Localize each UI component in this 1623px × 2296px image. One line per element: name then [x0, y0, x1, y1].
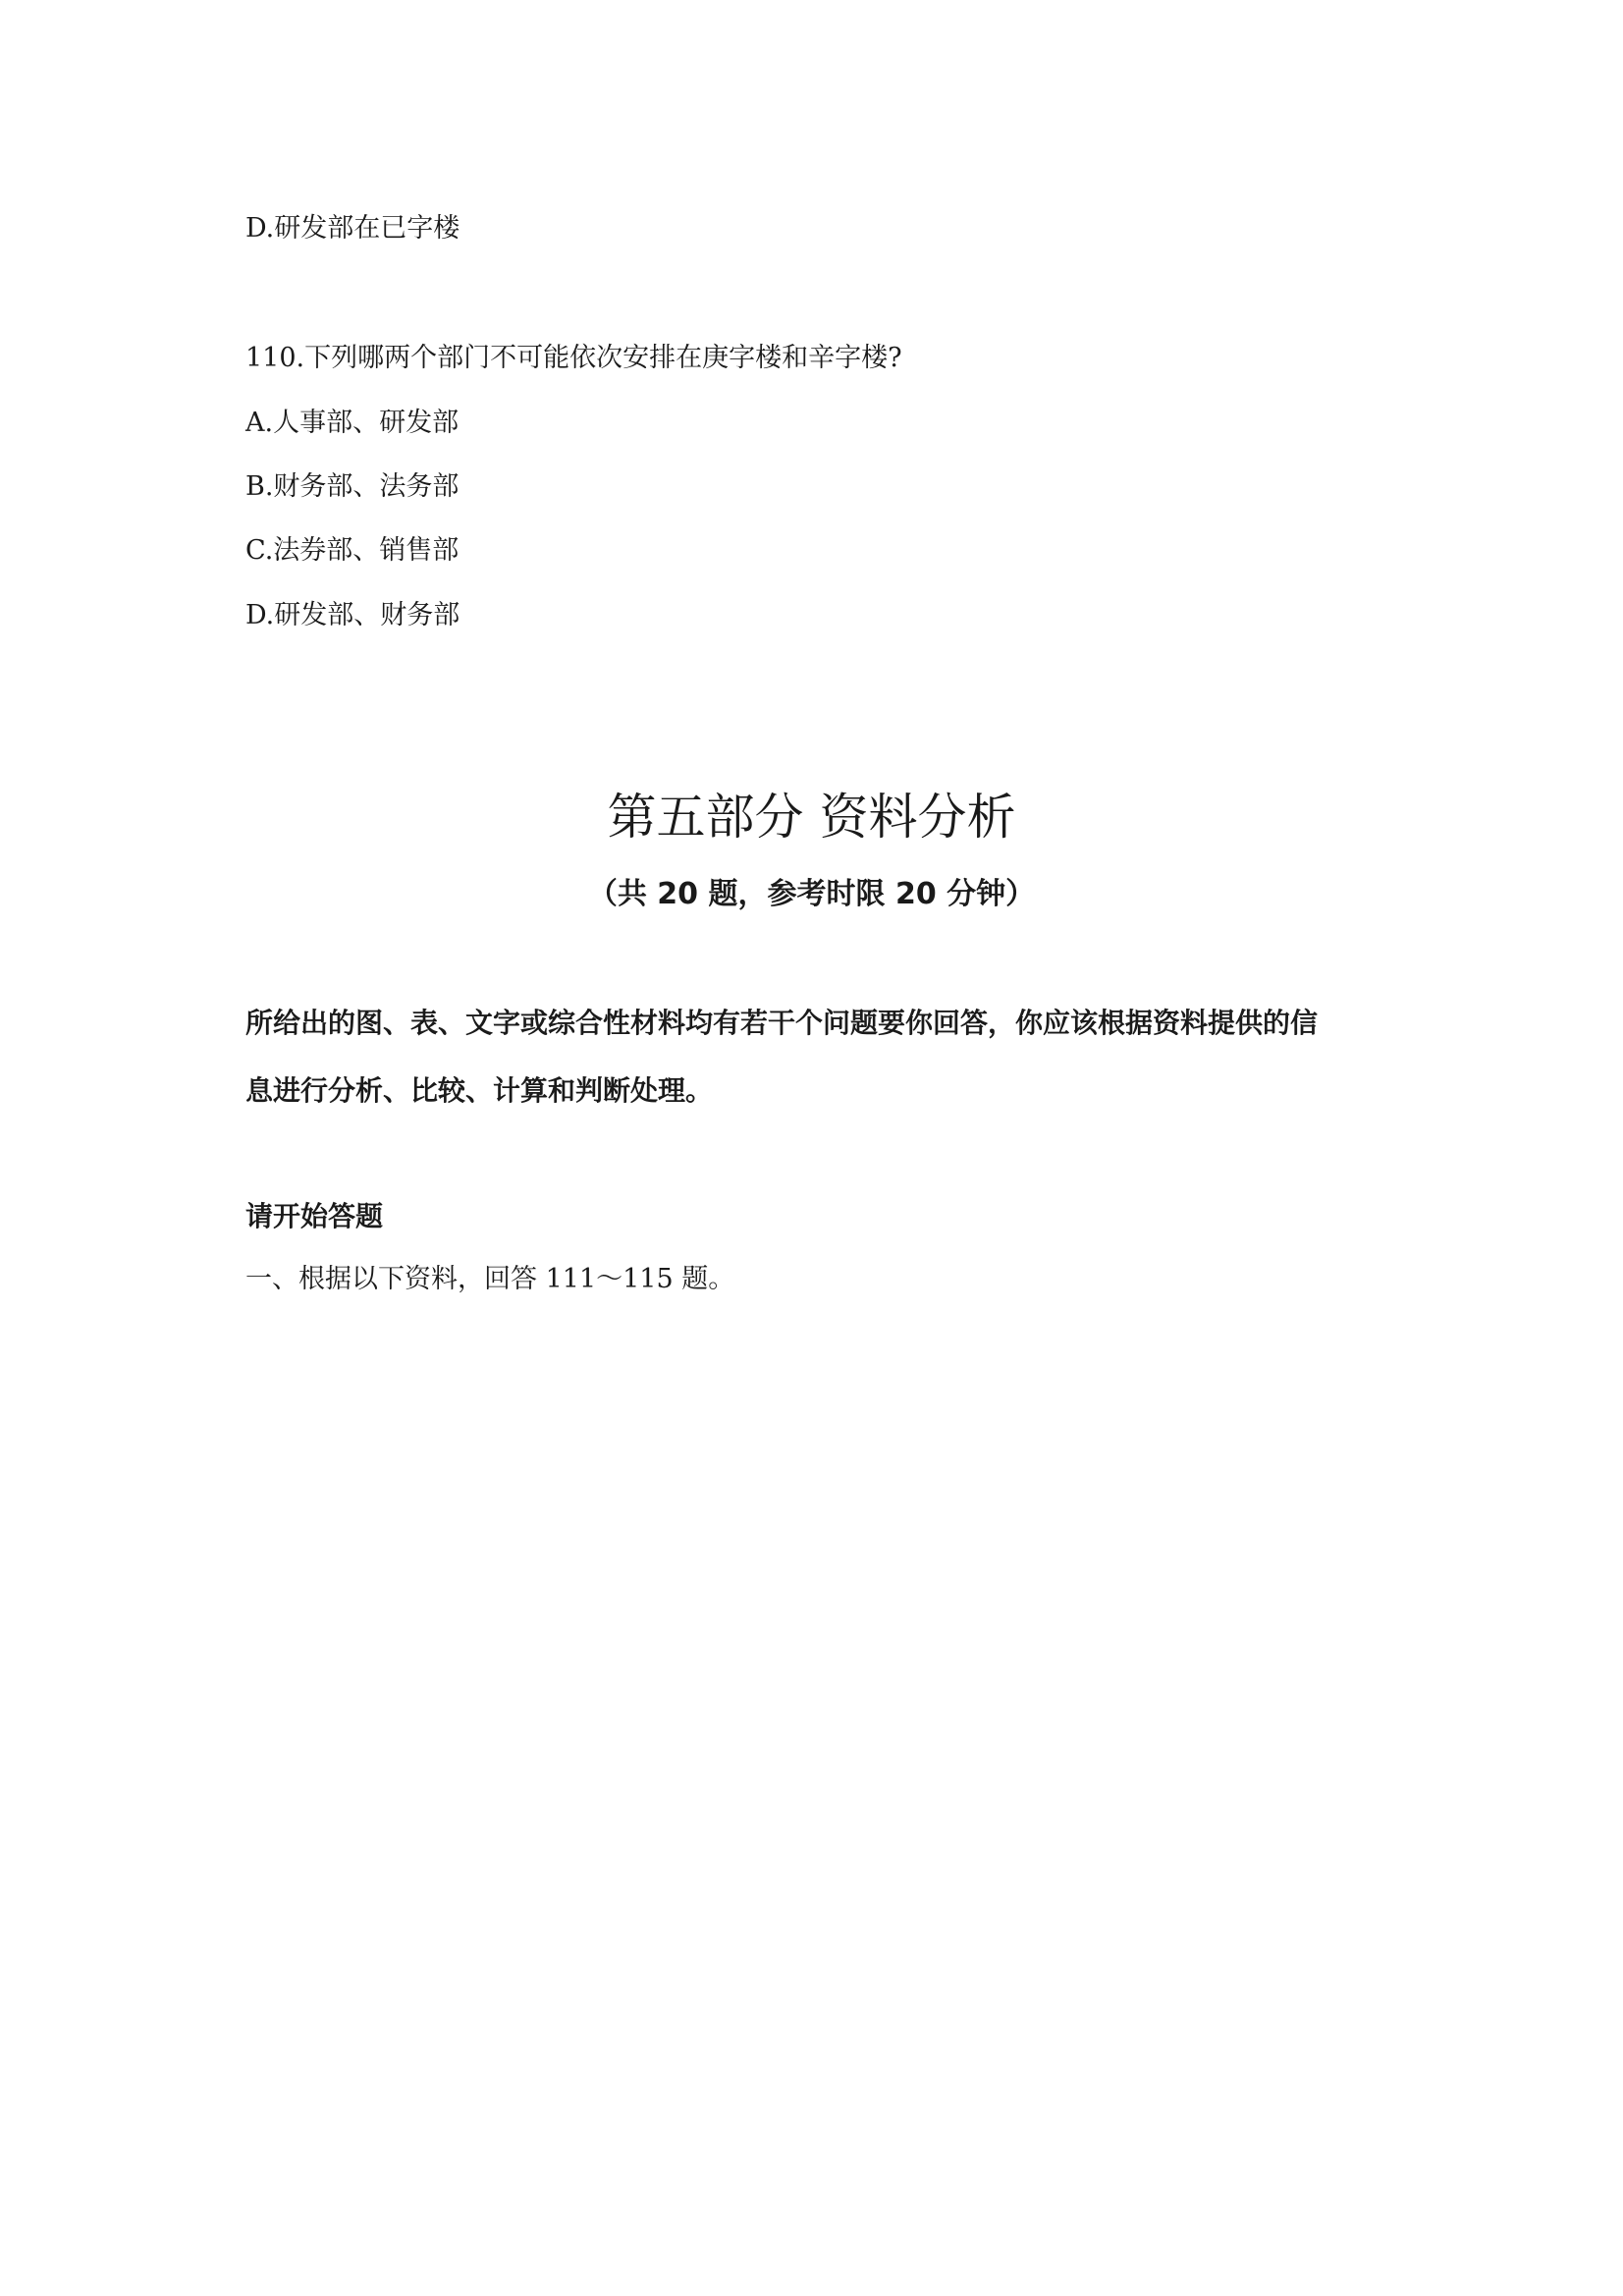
q110-option-a: A.人事部、研发部: [245, 408, 460, 438]
q109-option-d: D.研发部在已字楼: [245, 213, 460, 244]
q110-option-b: B.财务部、法务部: [245, 471, 460, 502]
section-title: 第五部分 资料分析: [607, 789, 1016, 846]
material-intro: 一、根据以下资料，回答 111～115 题。: [245, 1264, 735, 1294]
start-answering-label: 请开始答题: [245, 1200, 384, 1232]
q110-option-d: D.研发部、财务部: [245, 600, 460, 630]
section-subtitle: （共 20 题，参考时限 20 分钟）: [587, 877, 1036, 911]
instructions-line-1: 所给出的图、表、文字或综合性材料均有若干个问题要你回答，你应该根据资料提供的信: [245, 1007, 1319, 1039]
question-110: 110.下列哪两个部门不可能依次安排在庚字楼和辛字楼?: [245, 343, 902, 373]
instructions-line-2: 息进行分析、比较、计算和判断处理。: [245, 1074, 714, 1107]
q110-option-c: C.法券部、销售部: [245, 535, 460, 566]
